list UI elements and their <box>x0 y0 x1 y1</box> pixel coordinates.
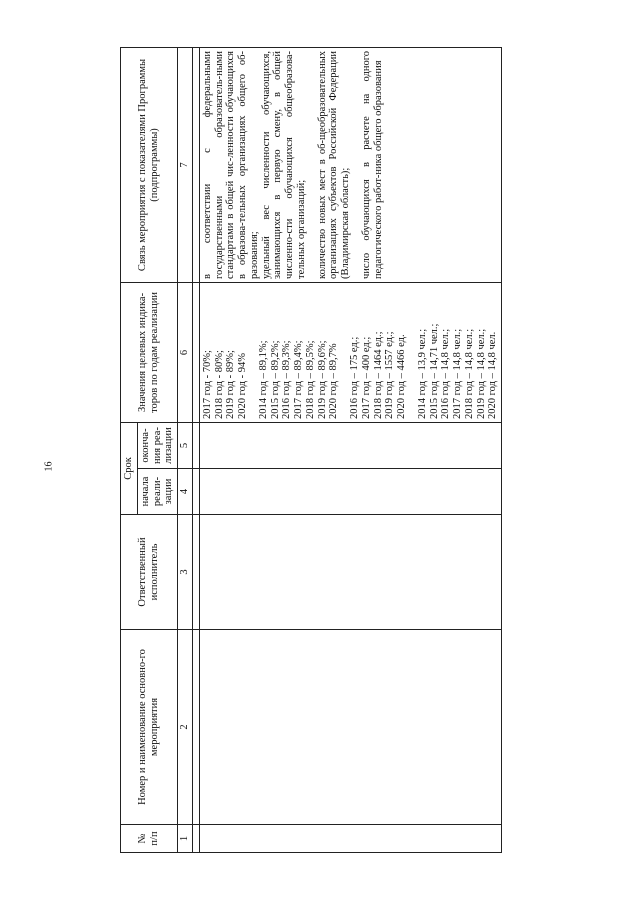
header-number: № п/п <box>121 825 178 853</box>
target-values-2: 2014 год – 89,1%; 2015 год – 89,2%; 2016 год – 89,3%; 2017 год – 89,4%; 2018 год – 89,5%; 2019 год – 89,6%; 2020 год – 89,7% <box>257 340 340 419</box>
program-link-3: количество новых мест в об-щеобразовательных организациях субъектов Российской Федерации (Владимирская область); <box>316 50 351 279</box>
column-number: 2 <box>178 630 193 825</box>
cell-event-name <box>199 630 501 825</box>
cell-start <box>199 469 501 515</box>
column-number: 1 <box>178 825 193 853</box>
header-term: Срок <box>121 422 138 514</box>
header-event-name: Номер и наименование основно-го мероприятия <box>121 630 178 825</box>
cell-target-values <box>199 282 501 422</box>
cell-end <box>199 422 501 468</box>
column-number: 4 <box>178 469 193 515</box>
target-values-3: 2016 год – 175 ед.; 2017 год – 400 ед.; 2018 год – 1464 ед.; 2019 год – 1557 ед.; 2020 год – 4466 ед. <box>349 331 407 419</box>
target-values-4: 2014 год – 13,9 чел.; 2015 год – 14,71 чел.; 2016 год – 14,8 чел.; 2017 год – 14,8 чел.; 2018 год – 14,8 чел.; 2019 год – 14,8 чел.; 2020 год – 14,8 чел. <box>416 323 499 419</box>
column-number: 6 <box>178 282 193 422</box>
program-link-1: в соответствии с федеральными государственными образователь-ными стандартами в общей чис-ленности обучающихся в образова-тельных организациях общего об-разования; <box>201 50 260 279</box>
table-row <box>199 47 501 852</box>
page-number: 16 <box>43 461 55 472</box>
header-end: оконча-ния реа-лизации <box>137 422 177 468</box>
header-executor: Ответственный исполнитель <box>121 515 178 630</box>
cell-number <box>199 825 501 853</box>
column-number: 7 <box>178 47 193 282</box>
column-number: 5 <box>178 422 193 468</box>
column-number-row <box>178 47 193 852</box>
program-link-2: удельный вес численности обучающихся, занимающихся в первую смену, в общей численно-сти обучающихся общеобразова-тельных организаций; <box>260 50 307 279</box>
header-program-link: Связь мероприятия с показателями Программы (подпрограммы) <box>121 47 178 282</box>
column-number: 3 <box>178 515 193 630</box>
header-row-1 <box>121 47 138 852</box>
cell-executor <box>199 515 501 630</box>
cell-program-link <box>199 47 501 282</box>
target-values-1: 2017 год - 70%; 2018 год - 80%; 2019 год - 89%; 2020 год - 94% <box>201 350 248 419</box>
table-gap <box>192 47 199 852</box>
program-link-4: число обучающихся в расчете на одного педагогического работ-ника общего образования <box>360 50 384 279</box>
header-target-values: Значения целевых индика-торов по годам реализации <box>121 282 178 422</box>
program-table <box>120 47 502 853</box>
header-start: начала реали-зации <box>137 469 177 515</box>
